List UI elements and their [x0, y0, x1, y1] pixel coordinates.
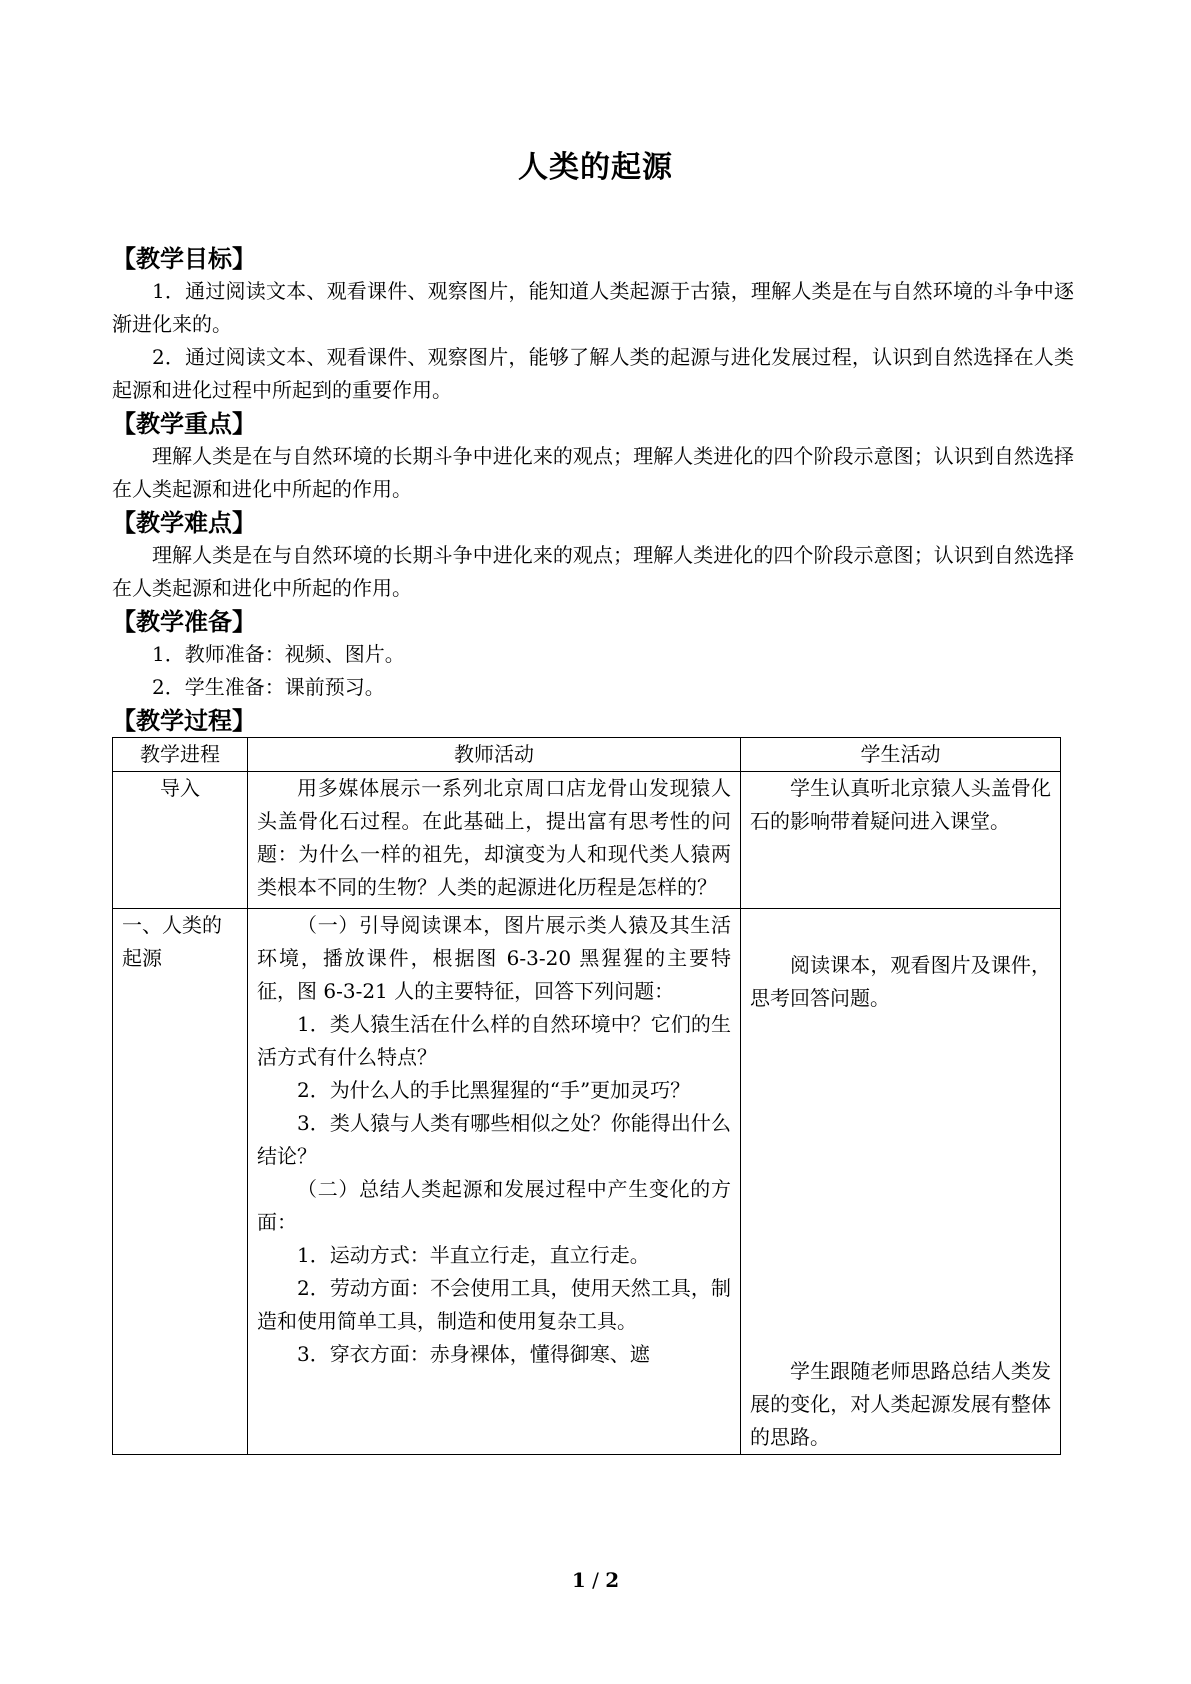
goal-item: 2．通过阅读文本、观看课件、观察图片，能够了解人类的起源与进化发展过程，认识到自然选择在人类起源和进化过程中所起到的重要作用。 — [112, 345, 1074, 402]
key-points-text: 理解人类是在与自然环境的长期斗争中进化来的观点；理解人类进化的四个阶段示意图；认识到自然选择在人类起源和进化中所起的作用。 — [112, 444, 1074, 501]
total-pages: 2 — [605, 1568, 620, 1592]
page-separator: / — [592, 1568, 599, 1592]
preparation-heading: 【教学准备】 — [112, 607, 256, 636]
teacher-paragraph: 3．类人猿与人类有哪些相似之处？你能得出什么结论？ — [257, 1111, 731, 1168]
teacher-cell: 用多媒体展示一系列北京周口店龙骨山发现猿人头盖骨化石过程。在此基础上，提出富有思考性的问题：为什么一样的祖先，却演变为人和现代类人猿两类根本不同的生物？人类的起源进化历程是怎样的？ — [248, 772, 741, 909]
teacher-paragraph: （一）引导阅读课本，图片展示类人猿及其生活环境，播放课件，根据图 6-3-20 黑猩猩的主要特征，图 6-3-21 人的主要特征，回答下列问题： — [257, 913, 731, 1003]
header-student: 学生活动 — [741, 738, 1061, 772]
document-title: 人类的起源 — [518, 150, 673, 185]
teacher-paragraph: 2．为什么人的手比黑猩猩的“手”更加灵巧？ — [297, 1078, 691, 1102]
teacher-paragraph: 3．穿衣方面：赤身裸体，懂得御寒、遮 — [297, 1342, 650, 1366]
teacher-paragraph: 1．类人猿生活在什么样的自然环境中？它们的生活方式有什么特点？ — [257, 1012, 731, 1069]
process-heading: 【教学过程】 — [112, 706, 256, 735]
key-points-heading: 【教学重点】 — [112, 409, 256, 438]
goals-heading: 【教学目标】 — [112, 244, 256, 273]
student-cell: 学生认真听北京猿人头盖骨化石的影响带着疑问进入课堂。 — [741, 772, 1061, 909]
teacher-cell — [248, 909, 741, 1455]
student-paragraph: 学生跟随老师思路总结人类发展的变化，对人类起源发展有整体的思路。 — [750, 1359, 1051, 1449]
page-number — [0, 1568, 1191, 1592]
table-row — [113, 772, 1061, 909]
header-stage: 教学进程 — [113, 738, 248, 772]
stage-cell: 一、人类的起源 — [113, 909, 248, 1455]
stage-cell: 导入 — [113, 772, 248, 909]
document-body — [112, 242, 1074, 1455]
preparation-item: 2．学生准备：课前预习。 — [152, 675, 385, 699]
preparation-item: 1．教师准备：视频、图片。 — [152, 642, 405, 666]
student-paragraph: 阅读课本，观看图片及课件，思考回答问题。 — [750, 953, 1051, 1010]
table-row — [113, 909, 1061, 1455]
header-teacher: 教师活动 — [248, 738, 741, 772]
goal-item: 1．通过阅读文本、观看课件、观察图片，能知道人类起源于古猿，理解人类是在与自然环境的斗争中逐渐进化来的。 — [112, 279, 1074, 336]
teacher-paragraph: 1．运动方式：半直立行走，直立行走。 — [297, 1243, 650, 1267]
difficulties-text: 理解人类是在与自然环境的长期斗争中进化来的观点；理解人类进化的四个阶段示意图；认识到自然选择在人类起源和进化中所起的作用。 — [112, 543, 1074, 600]
teacher-paragraph: 2．劳动方面：不会使用工具，使用天然工具，制造和使用简单工具，制造和使用复杂工具。 — [257, 1276, 731, 1333]
lesson-process-table — [112, 737, 1061, 1455]
teacher-paragraph: （二）总结人类起源和发展过程中产生变化的方面： — [257, 1177, 731, 1234]
table-header-row — [113, 738, 1061, 772]
current-page: 1 — [571, 1568, 586, 1592]
student-cell — [741, 909, 1061, 1455]
difficulties-heading: 【教学难点】 — [112, 508, 256, 537]
